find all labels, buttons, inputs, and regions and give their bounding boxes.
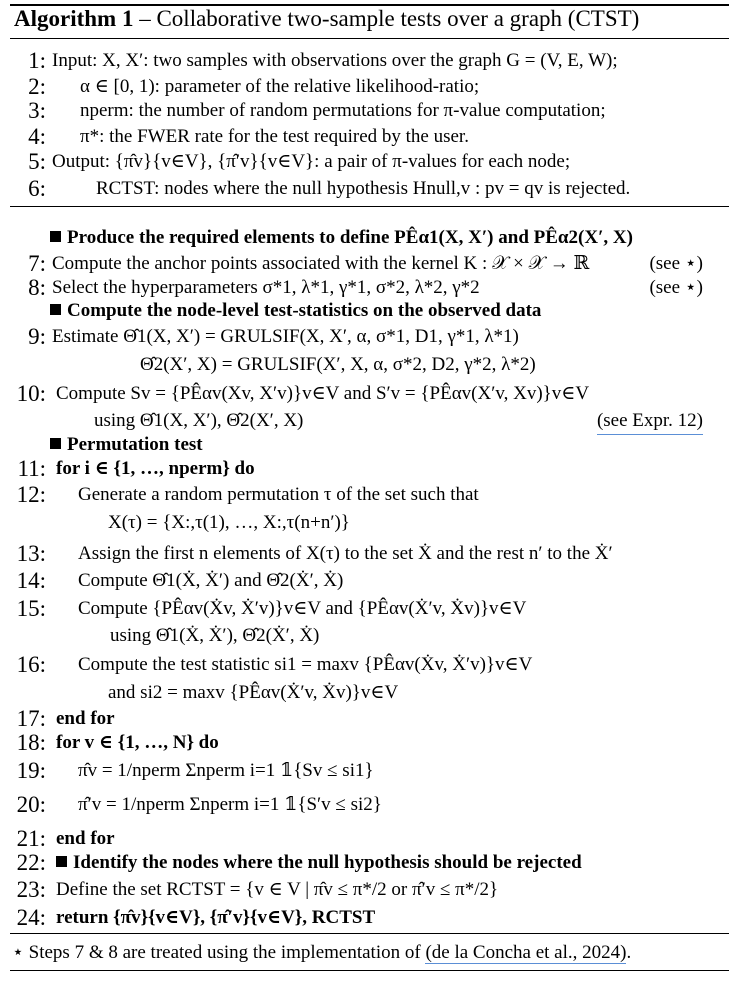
io-rule	[10, 206, 729, 207]
line-number: 21:	[16, 826, 46, 851]
line-text: return {π̂v}{v∈V}, {π̂′v}{v∈V}, RCTST	[56, 907, 376, 928]
line-number: 3:	[28, 98, 46, 123]
line-text: Input: X, X′: two samples with observations over the graph G = (V, E, W);	[52, 50, 618, 71]
line-text: α ∈ [0, 1): parameter of the relative likelihood-ratio;	[80, 76, 480, 97]
line-text: Select the hyperparameters σ*1, λ*1, γ*1, σ*2, λ*2, γ*2	[52, 277, 480, 298]
algorithm-label: Algorithm 1	[14, 6, 134, 31]
line-text: for v ∈ {1, …, N} do	[56, 732, 219, 753]
line-text: π̂v = 1/nperm Σnperm i=1 𝟙{Sv ≤ si1}	[78, 760, 374, 781]
citation-link[interactable]: (de la Concha et al., 2024)	[425, 942, 627, 963]
line-number: 17:	[16, 706, 46, 731]
footnote-text: ⋆ Steps 7 & 8 are treated using the implementation of	[12, 942, 426, 963]
line-number: 9:	[28, 324, 46, 349]
line-number: 12:	[16, 482, 46, 507]
line-text: Output: {π̂v}{v∈V}, {π̂′v}{v∈V}: a pair of π-values for each node;	[52, 151, 571, 172]
line-text: end for	[56, 828, 115, 849]
line-number: 18:	[16, 730, 46, 755]
line-text: for i ∈ {1, …, nperm} do	[56, 458, 255, 479]
line-text: Compute the test statistic si1 = maxv {PÊαv(Ẋv, Ẋ′v)}v∈V	[78, 654, 533, 675]
line-note: (see ⋆)	[649, 253, 703, 274]
line-number: 22:	[16, 850, 46, 875]
algo-line	[10, 408, 703, 434]
line-number: 13:	[16, 541, 46, 566]
line-text: RCTST: nodes where the null hypothesis Hnull,v : pv = qv is rejected.	[96, 178, 631, 199]
line-text: nperm: the number of random permutations for π-value computation;	[80, 100, 606, 121]
line-number: 8:	[28, 275, 46, 300]
line-text: X(τ) = {X:,τ(1), …, X:,τ(n+n′)}	[108, 512, 350, 533]
line-text: Compute {PÊαv(Ẋv, Ẋ′v)}v∈V and {PÊαv(Ẋ′v, Ẋv)}v∈V	[78, 598, 527, 619]
line-number: 11:	[17, 456, 46, 481]
line-number: 7:	[28, 251, 46, 276]
line-text: Produce the required elements to define PÊα1(X, X′) and PÊα2(X′, X)	[67, 227, 633, 248]
square-icon	[50, 438, 61, 449]
line-text: using Θ̂1(X, X′), Θ̂2(X′, X)	[94, 410, 304, 431]
line-number: 14:	[16, 568, 46, 593]
line-text: Compute the anchor points associated with the kernel K : 𝒳 × 𝒳 → ℝ	[52, 253, 590, 274]
line-number: 2:	[28, 74, 46, 99]
line-number: 5:	[28, 149, 46, 174]
line-note: (see ⋆)	[649, 277, 703, 298]
line-text: Θ̂2(X′, X) = GRULSIF(X′, X, α, σ*2, D2, γ*2, λ*2)	[140, 354, 536, 375]
line-text: Assign the first n elements of X(τ) to the set Ẋ and the rest n′ to the Ẋ′	[78, 543, 613, 564]
line-number: 4:	[28, 124, 46, 149]
line-text: Define the set RCTST = {v ∈ V | π̂v ≤ π*/2 or π̂′v ≤ π*/2}	[56, 879, 499, 900]
line-number: 20:	[16, 792, 46, 817]
line-text: Compute Sv = {PÊαv(Xv, X′v)}v∈V and S′v = {PÊαv(X′v, Xv)}v∈V	[56, 383, 590, 404]
line-text: and si2 = maxv {PÊαv(Ẋ′v, Ẋv)}v∈V	[108, 682, 399, 703]
expr-link[interactable]: (see Expr. 12)	[597, 408, 703, 435]
line-number: 15:	[16, 596, 46, 621]
line-number: 10:	[16, 381, 46, 406]
square-icon	[56, 856, 67, 867]
line-text: using Θ̂1(Ẋ, Ẋ′), Θ̂2(Ẋ′, Ẋ)	[110, 625, 320, 646]
line-text: end for	[56, 708, 115, 729]
line-number: 6:	[28, 176, 46, 201]
line-number: 19:	[16, 758, 46, 783]
line-text: π*: the FWER rate for the test required by the user.	[80, 126, 469, 147]
header-rule	[10, 38, 729, 39]
line-number: 16:	[16, 652, 46, 677]
algorithm-title	[14, 6, 639, 32]
line-number: 23:	[16, 877, 46, 902]
square-icon	[50, 231, 61, 242]
line-text: Generate a random permutation τ of the set such that	[78, 484, 479, 505]
algorithm-caption: – Collaborative two-sample tests over a graph (CTST)	[139, 6, 640, 31]
line-text: Compute Θ̂1(Ẋ, Ẋ′) and Θ̂2(Ẋ′, Ẋ)	[78, 570, 344, 591]
bottom-rule	[10, 933, 729, 934]
line-text: π̂′v = 1/nperm Σnperm i=1 𝟙{S′v ≤ si2}	[78, 794, 382, 815]
footnote-rule	[10, 970, 729, 971]
square-icon	[50, 304, 61, 315]
footnote	[12, 941, 631, 964]
line-number: 24:	[16, 905, 46, 930]
line-text: Estimate Θ̂1(X, X′) = GRULSIF(X, X′, α, σ*1, D1, γ*1, λ*1)	[52, 326, 519, 347]
footnote-suffix: .	[626, 942, 632, 963]
line-text: Compute the node-level test-statistics on the observed data	[67, 300, 542, 321]
line-number: 1:	[28, 48, 46, 73]
line-text: Identify the nodes where the null hypothesis should be rejected	[73, 852, 582, 873]
line-text: Permutation test	[67, 434, 203, 455]
algo-line	[10, 251, 703, 277]
